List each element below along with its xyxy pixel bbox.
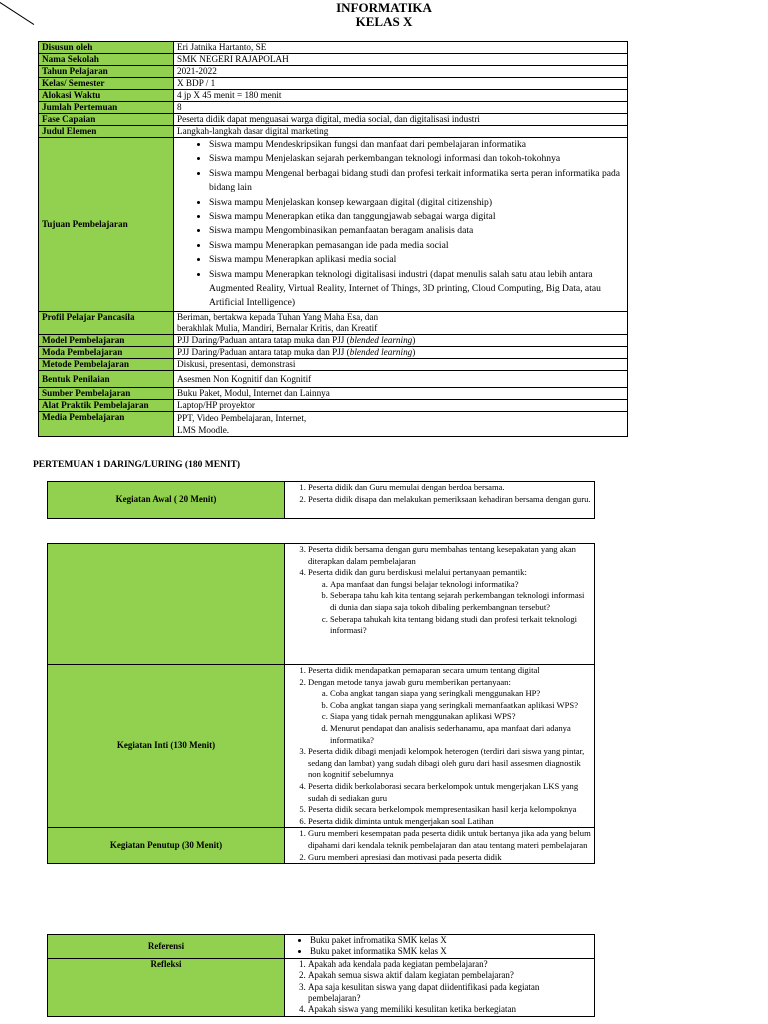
identity-row-media	[39, 411, 628, 436]
list-item: 3. Peserta didik dibagi menjadi kelompok heterogen (terdiri dari siswa yang pintar, sedang dan lambat) yang sudah dibagi oleh guru dari hasil assesmen diagnostik non kognitif sebelumnya	[308, 746, 591, 781]
tujuan-item: • Siswa mampu Mendeskripsikan fungsi dan manfaat dari pembelajaran informatika	[209, 138, 624, 152]
kegiatan-inti-table	[47, 543, 595, 864]
label-tujuan: Tujuan Pembelajaran	[39, 138, 174, 312]
identity-value: 2021-2022	[174, 66, 628, 78]
list-item: 6. Peserta didik diminta untuk mengerjakan soal Latihan	[308, 816, 591, 828]
list-item: 5. Peserta didik secara berkelompok mempresentasikan hasil kerja kelompoknya	[308, 804, 591, 816]
bentuk-value: Asesmen Non Kognitif dan Kognitif	[174, 370, 628, 387]
sub-item: a. Apa manfaat dan fungsi belajar teknologi informatika?	[330, 579, 591, 591]
pertemuan-title: PERTEMUAN 1 DARING/LURING (180 MENIT)	[33, 460, 241, 470]
kegiatan-awal-list	[288, 482, 591, 505]
moda-close: )	[412, 346, 416, 357]
sub-item: a. Coba angkat tangan siapa yang seringkali menggunakan HP?	[330, 688, 591, 700]
kegiatan-awal-label: Kegiatan Awal ( 20 Menit)	[48, 482, 285, 519]
identity-row	[39, 66, 628, 78]
identity-row	[39, 102, 628, 114]
identity-row-profil	[39, 311, 628, 334]
referensi-item: • Buku paket informatika SMK kelas X	[310, 946, 591, 957]
kegiatan-inti-row	[48, 665, 595, 828]
label-media: Media Pembelajaran	[39, 411, 174, 436]
refleksi-item: 1. Apakah ada kendala pada kegiatan pembelajaran?	[308, 959, 591, 970]
identity-row-moda	[39, 346, 628, 358]
moda-value	[174, 346, 628, 358]
identity-row	[39, 78, 628, 90]
media-cell	[174, 411, 628, 436]
kegiatan-awal-table	[47, 481, 595, 519]
inti-pre-sublist	[308, 579, 591, 637]
sub-item: c. Seberapa tahukah kita tentang bidang studi dan profesi terkait teknologi informasi?	[330, 614, 591, 637]
model-close: )	[412, 334, 416, 345]
profil-cell	[174, 311, 628, 334]
tujuan-item: • Siswa mampu Mengenal berbagai bidang studi dan profesi terkait informatika serta peran informatika pada bidang lain	[209, 167, 624, 196]
inti-item2: Dengan metode tanya jawab guru memberikan pertanyaan:	[308, 676, 511, 687]
label-metode: Metode Pembelajaran	[39, 358, 174, 370]
list-item	[308, 677, 591, 747]
sub-item: d. Menurut pendapat dan analisis sederhanamu, apa manfaat dari adanya informatika?	[330, 723, 591, 746]
identity-value: X BDP / 1	[174, 78, 628, 90]
profil-line-2: berakhlak Mulia, Mandiri, Bernalar Kritis, dan Kreatif	[177, 322, 378, 333]
identity-label: Fase Capaian	[39, 114, 174, 126]
referensi-table	[47, 934, 595, 1017]
tujuan-item: • Siswa mampu Menerapkan aplikasi media social	[209, 253, 624, 267]
kegiatan-penutup-label: Kegiatan Penutup (30 Menit)	[48, 828, 285, 864]
refleksi-item: 3. Apa saja kesulitan siswa yang dapat diidentifikasi pada kegiatan pembelajaran?	[308, 982, 591, 1005]
model-italic: blended learning	[349, 334, 413, 345]
kegiatan-inti-pre-label	[48, 544, 285, 665]
list-item: 2. Peserta didik disapa dan melakukan pemeriksaan kehadiran bersama dengan guru.	[308, 494, 591, 506]
identity-label: Alokasi Waktu	[39, 90, 174, 102]
media-line-2: LMS Moodle.	[177, 424, 230, 435]
label-bentuk: Bentuk Penilaian	[39, 370, 174, 387]
kegiatan-awal-cell	[285, 482, 595, 519]
profil-line-1: Beriman, bertakwa kepada Tuhan Yang Maha Esa, dan	[177, 311, 379, 322]
identity-row	[39, 114, 628, 126]
identity-row-metode	[39, 358, 628, 370]
identity-row-tujuan	[39, 138, 628, 312]
identity-value: 8	[174, 102, 628, 114]
identity-label: Kelas/ Semester	[39, 78, 174, 90]
identity-table	[38, 41, 628, 437]
identity-value: Eri Jatnika Hartanto, SE	[174, 42, 628, 54]
kegiatan-inti-cell	[285, 665, 595, 828]
identity-row	[39, 126, 628, 138]
refleksi-item: 2. Apakah semua siswa aktif dalam kegiatan pembelajaran?	[308, 970, 591, 981]
identity-value: Peserta didik dapat menguasai warga digital, media social, dan digitalisasi industri	[174, 114, 628, 126]
refleksi-cell	[285, 958, 595, 1016]
sub-item: c. Siapa yang tidak pernah menggunakan aplikasi WPS?	[330, 711, 591, 723]
identity-label: Nama Sekolah	[39, 54, 174, 66]
list-item	[308, 567, 591, 637]
label-alat: Alat Praktik Pembelajaran	[39, 399, 174, 411]
tujuan-cell	[174, 138, 628, 312]
sumber-value: Buku Paket, Modul, Internet dan Lainnya	[174, 387, 628, 399]
media-line-1: PPT, Video Pembelajaran, Internet,	[177, 412, 307, 423]
identity-label: Tahun Pelajaran	[39, 66, 174, 78]
referensi-cell	[285, 935, 595, 959]
moda-italic: blended learning	[349, 346, 413, 357]
list-item: 2. Guru memberi apresiasi dan motivasi pada peserta didik	[308, 852, 591, 864]
tujuan-item: • Siswa mampu Menjelaskan konsep kewargaan digital (digital citizenship)	[209, 196, 624, 210]
sub-item: b. Coba angkat tangan siapa yang seringkali memanfaatkan aplikasi WPS?	[330, 700, 591, 712]
kegiatan-inti-pre-cell	[285, 544, 595, 665]
inti-pre-list	[288, 544, 591, 637]
referensi-list	[288, 935, 591, 958]
metode-value: Diskusi, presentasi, demonstrasi	[174, 358, 628, 370]
list-item: 1. Peserta didik mendapatkan pemaparan secara umum tentang digital	[308, 665, 591, 677]
referensi-item: • Buku paket infromatika SMK kelas X	[310, 935, 591, 946]
inti-list	[288, 665, 591, 827]
label-model: Model Pembelajaran	[39, 334, 174, 346]
label-sumber: Sumber Pembelajaran	[39, 387, 174, 399]
kegiatan-awal-row	[48, 482, 595, 519]
label-profil: Profil Pelajar Pancasila	[39, 311, 174, 334]
tujuan-item: • Siswa mampu Menjelaskan sejarah perkembangan teknologi informasi dan tokoh-tokohnya	[209, 152, 624, 166]
identity-row	[39, 90, 628, 102]
identity-row	[39, 42, 628, 54]
tujuan-item: • Siswa mampu Menerapkan pemasangan ide pada media social	[209, 239, 624, 253]
model-text: PJJ Daring/Paduan antara tatap muka dan PJJ (	[177, 334, 350, 345]
refleksi-row	[48, 958, 595, 1016]
label-moda: Moda Pembelajaran	[39, 346, 174, 358]
identity-row-alat	[39, 399, 628, 411]
referensi-label: Referensi	[48, 935, 285, 959]
penutup-list	[288, 828, 591, 863]
kegiatan-inti-label: Kegiatan Inti (130 Menit)	[48, 665, 285, 828]
tujuan-item: • Siswa mampu Menerapkan etika dan tanggungjawab sebagai warga digital	[209, 210, 624, 224]
tujuan-item: • Siswa mampu Menerapkan teknologi digitalisasi industri (dapat menulis salah satu atau lebih antara Augmented Reality, Virtual Reality, Internet of Things, 3D printing, Cloud Computing, Big Data, atau Artificial Intelligence)	[209, 268, 624, 311]
identity-label: Judul Elemen	[39, 126, 174, 138]
inti-pre-item4: Peserta didik dan guru berdiskusi melalui pertanyaan pemantik:	[308, 567, 527, 578]
refleksi-list	[288, 959, 591, 1016]
model-value	[174, 334, 628, 346]
list-item: 1. Guru memberi kesempatan pada peserta didik untuk bertanya jika ada yang belum dipahami dari kendala teknik pembelajaran dan atau tentang materi pembelajaran	[308, 828, 591, 851]
tujuan-list	[177, 138, 624, 311]
alat-value: Laptop/HP proyektor	[174, 399, 628, 411]
identity-row-bentuk	[39, 370, 628, 387]
document-subtitle: KELAS X	[355, 14, 413, 29]
document-title: INFORMATIKA	[336, 0, 432, 15]
identity-value: Langkah-langkah dasar digital marketing	[174, 126, 628, 138]
identity-row-model	[39, 334, 628, 346]
refleksi-label: Refleksi	[48, 958, 285, 1016]
kegiatan-penutup-row	[48, 828, 595, 864]
list-item: 1. Peserta didik dan Guru memulai dengan berdoa bersama.	[308, 482, 591, 494]
inti-sublist	[308, 688, 591, 746]
identity-value: SMK NEGERI RAJAPOLAH	[174, 54, 628, 66]
identity-row-sumber	[39, 387, 628, 399]
identity-row	[39, 54, 628, 66]
refleksi-item: 4. Apakah siswa yang memiliki kesulitan ketika berkegiatan	[308, 1004, 591, 1015]
tujuan-item: • Siswa mampu Mengombinasikan pemanfaatan beragam analisis data	[209, 224, 624, 238]
kegiatan-inti-pre-row	[48, 544, 595, 665]
list-item: 4. Peserta didik berkolaborasi secara berkelompok untuk mengerjakan LKS yang sudah di sediakan guru	[308, 781, 591, 804]
identity-value: 4 jp X 45 menit = 180 menit	[174, 90, 628, 102]
list-item: 3. Peserta didik bersama dengan guru membahas tentang kesepakatan yang akan diterapkan dalam pembelajaran	[308, 544, 591, 567]
identity-label: Disusun oleh	[39, 42, 174, 54]
moda-text: PJJ Daring/Paduan antara tatap muka dan PJJ (	[177, 346, 350, 357]
kegiatan-penutup-cell	[285, 828, 595, 864]
sub-item: b. Seberapa tahu kah kita tentang sejarah perkembangan teknologi informasi di dunia dan siapa saja tokoh dibaling perkembangnan tersebut?	[330, 590, 591, 613]
referensi-row	[48, 935, 595, 959]
identity-label: Jumlah Pertemuan	[39, 102, 174, 114]
